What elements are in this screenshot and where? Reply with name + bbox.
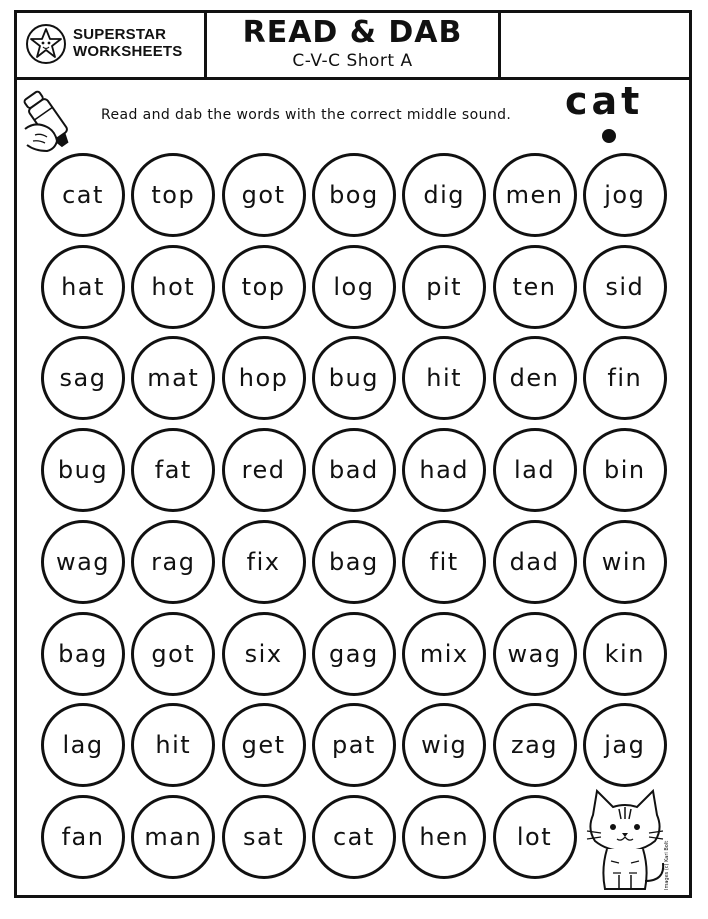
word-circle[interactable]: hit xyxy=(402,336,486,420)
word-circle[interactable]: rag xyxy=(131,520,215,604)
name-box xyxy=(501,13,689,77)
worksheet xyxy=(14,10,692,898)
word-row xyxy=(41,336,671,422)
word-circle[interactable]: fin xyxy=(583,336,667,420)
title-block xyxy=(207,13,501,77)
word-circle[interactable]: mat xyxy=(131,336,215,420)
word-circle[interactable]: den xyxy=(493,336,577,420)
word-circle[interactable]: sid xyxy=(583,245,667,329)
word-circle[interactable]: top xyxy=(131,153,215,237)
word-circle[interactable]: men xyxy=(493,153,577,237)
word-row xyxy=(41,703,671,789)
word-circle[interactable]: wig xyxy=(402,703,486,787)
word-circle[interactable]: lag xyxy=(41,703,125,787)
word-circle[interactable]: red xyxy=(222,428,306,512)
word-circle[interactable]: hop xyxy=(222,336,306,420)
word-circle[interactable]: hot xyxy=(131,245,215,329)
word-row xyxy=(41,520,671,606)
word-circle[interactable]: lot xyxy=(493,795,577,879)
word-circle[interactable]: pit xyxy=(402,245,486,329)
star-face-logo-icon xyxy=(25,23,67,65)
word-circle[interactable]: wag xyxy=(493,612,577,696)
word-circle[interactable]: got xyxy=(131,612,215,696)
cat-icon xyxy=(579,785,671,897)
word-row xyxy=(41,245,671,331)
word-circle[interactable]: fix xyxy=(222,520,306,604)
brand-line-1: SUPERSTAR xyxy=(73,26,167,43)
word-circle[interactable]: dad xyxy=(493,520,577,604)
word-row xyxy=(41,153,671,239)
word-circle[interactable]: top xyxy=(222,245,306,329)
word-circle[interactable]: lad xyxy=(493,428,577,512)
brand-logo xyxy=(17,13,207,77)
word-row xyxy=(41,612,671,698)
word-circle[interactable]: fat xyxy=(131,428,215,512)
word-row xyxy=(41,795,671,881)
word-circle[interactable]: win xyxy=(583,520,667,604)
word-circle[interactable]: pat xyxy=(312,703,396,787)
word-circle[interactable]: wag xyxy=(41,520,125,604)
brand-line-2: WORKSHEETS xyxy=(73,43,183,60)
word-circle[interactable]: bug xyxy=(312,336,396,420)
word-circle[interactable]: fan xyxy=(41,795,125,879)
word-circle[interactable]: had xyxy=(402,428,486,512)
image-credit: Images (c) Kari Bolt xyxy=(664,840,670,890)
example-word-block xyxy=(565,79,665,155)
word-circle[interactable]: bag xyxy=(312,520,396,604)
word-circle[interactable]: hit xyxy=(131,703,215,787)
word-circle[interactable]: mix xyxy=(402,612,486,696)
word-circle[interactable]: hen xyxy=(402,795,486,879)
word-circle[interactable]: dig xyxy=(402,153,486,237)
header-bar xyxy=(17,13,689,80)
instructions-text: Read and dab the words with the correct middle sound. xyxy=(101,107,512,123)
word-circle[interactable]: bog xyxy=(312,153,396,237)
word-circle[interactable]: ten xyxy=(493,245,577,329)
middle-sound-dot xyxy=(602,129,616,143)
word-circle[interactable]: fit xyxy=(402,520,486,604)
brand-name xyxy=(73,26,183,60)
word-circle[interactable]: get xyxy=(222,703,306,787)
word-circle[interactable]: bag xyxy=(41,612,125,696)
word-circle[interactable]: gag xyxy=(312,612,396,696)
word-circle[interactable]: bad xyxy=(312,428,396,512)
example-word: cat xyxy=(565,79,644,123)
word-circle[interactable]: man xyxy=(131,795,215,879)
word-circle[interactable]: bug xyxy=(41,428,125,512)
word-circle[interactable]: log xyxy=(312,245,396,329)
word-circle[interactable]: sat xyxy=(222,795,306,879)
word-row xyxy=(41,428,671,514)
page-subtitle: C-V-C Short A xyxy=(292,51,413,71)
word-circle[interactable]: zag xyxy=(493,703,577,787)
word-circle[interactable]: got xyxy=(222,153,306,237)
word-circle[interactable]: hat xyxy=(41,245,125,329)
page-title: READ & DAB xyxy=(242,15,463,50)
word-circle[interactable]: bin xyxy=(583,428,667,512)
word-circle[interactable]: jag xyxy=(583,703,667,787)
word-circle[interactable]: kin xyxy=(583,612,667,696)
word-circle[interactable]: cat xyxy=(41,153,125,237)
word-circle[interactable]: cat xyxy=(312,795,396,879)
word-circle[interactable]: sag xyxy=(41,336,125,420)
word-circle[interactable]: jog xyxy=(583,153,667,237)
word-circle[interactable]: six xyxy=(222,612,306,696)
